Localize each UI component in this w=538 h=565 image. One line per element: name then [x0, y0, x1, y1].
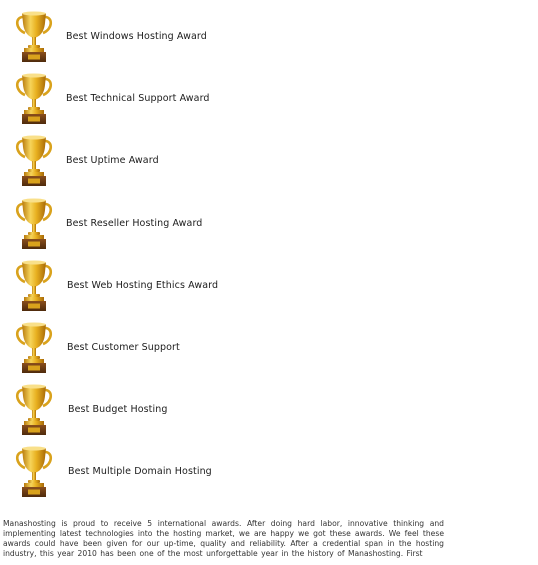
award-label: Best Web Hosting Ethics Award: [67, 280, 219, 291]
award-item-customer-support: [14, 320, 514, 376]
trophy-icon: [14, 320, 54, 376]
award-label: Best Technical Support Award: [66, 93, 210, 104]
award-label: Best Windows Hosting Award: [66, 31, 207, 42]
award-item-uptime: [14, 133, 514, 189]
trophy-icon: [14, 9, 54, 65]
award-label: Best Reseller Hosting Award: [66, 218, 203, 229]
award-label: Best Budget Hosting: [68, 404, 168, 415]
intro-paragraph: Manashosting is proud to receive 5 international awards. After doing hard labor, innovative thinking and implementing latest technologies into the hosting market, we are happy we got these awards. We feel these awards could have been given for our up-time, quality and reliability. After a credential span in the hosting industry, this year 2010 has been one of the most unforgettable year in the history of Manashosting. First: [3, 519, 444, 559]
award-item-windows-hosting: [14, 9, 514, 65]
award-label: Best Uptime Award: [66, 155, 159, 166]
award-item-web-hosting-ethics: [14, 258, 514, 314]
trophy-icon: [14, 71, 54, 127]
award-label: Best Customer Support: [67, 342, 180, 353]
award-item-technical-support: [14, 71, 514, 127]
trophy-icon: [14, 133, 54, 189]
award-item-multiple-domain-hosting: [14, 444, 514, 500]
award-item-reseller-hosting: [14, 196, 514, 252]
trophy-icon: [14, 258, 54, 314]
trophy-icon: [14, 382, 54, 438]
award-label: Best Multiple Domain Hosting: [68, 466, 212, 477]
award-item-budget-hosting: [14, 382, 514, 438]
trophy-icon: [14, 444, 54, 500]
trophy-icon: [14, 196, 54, 252]
